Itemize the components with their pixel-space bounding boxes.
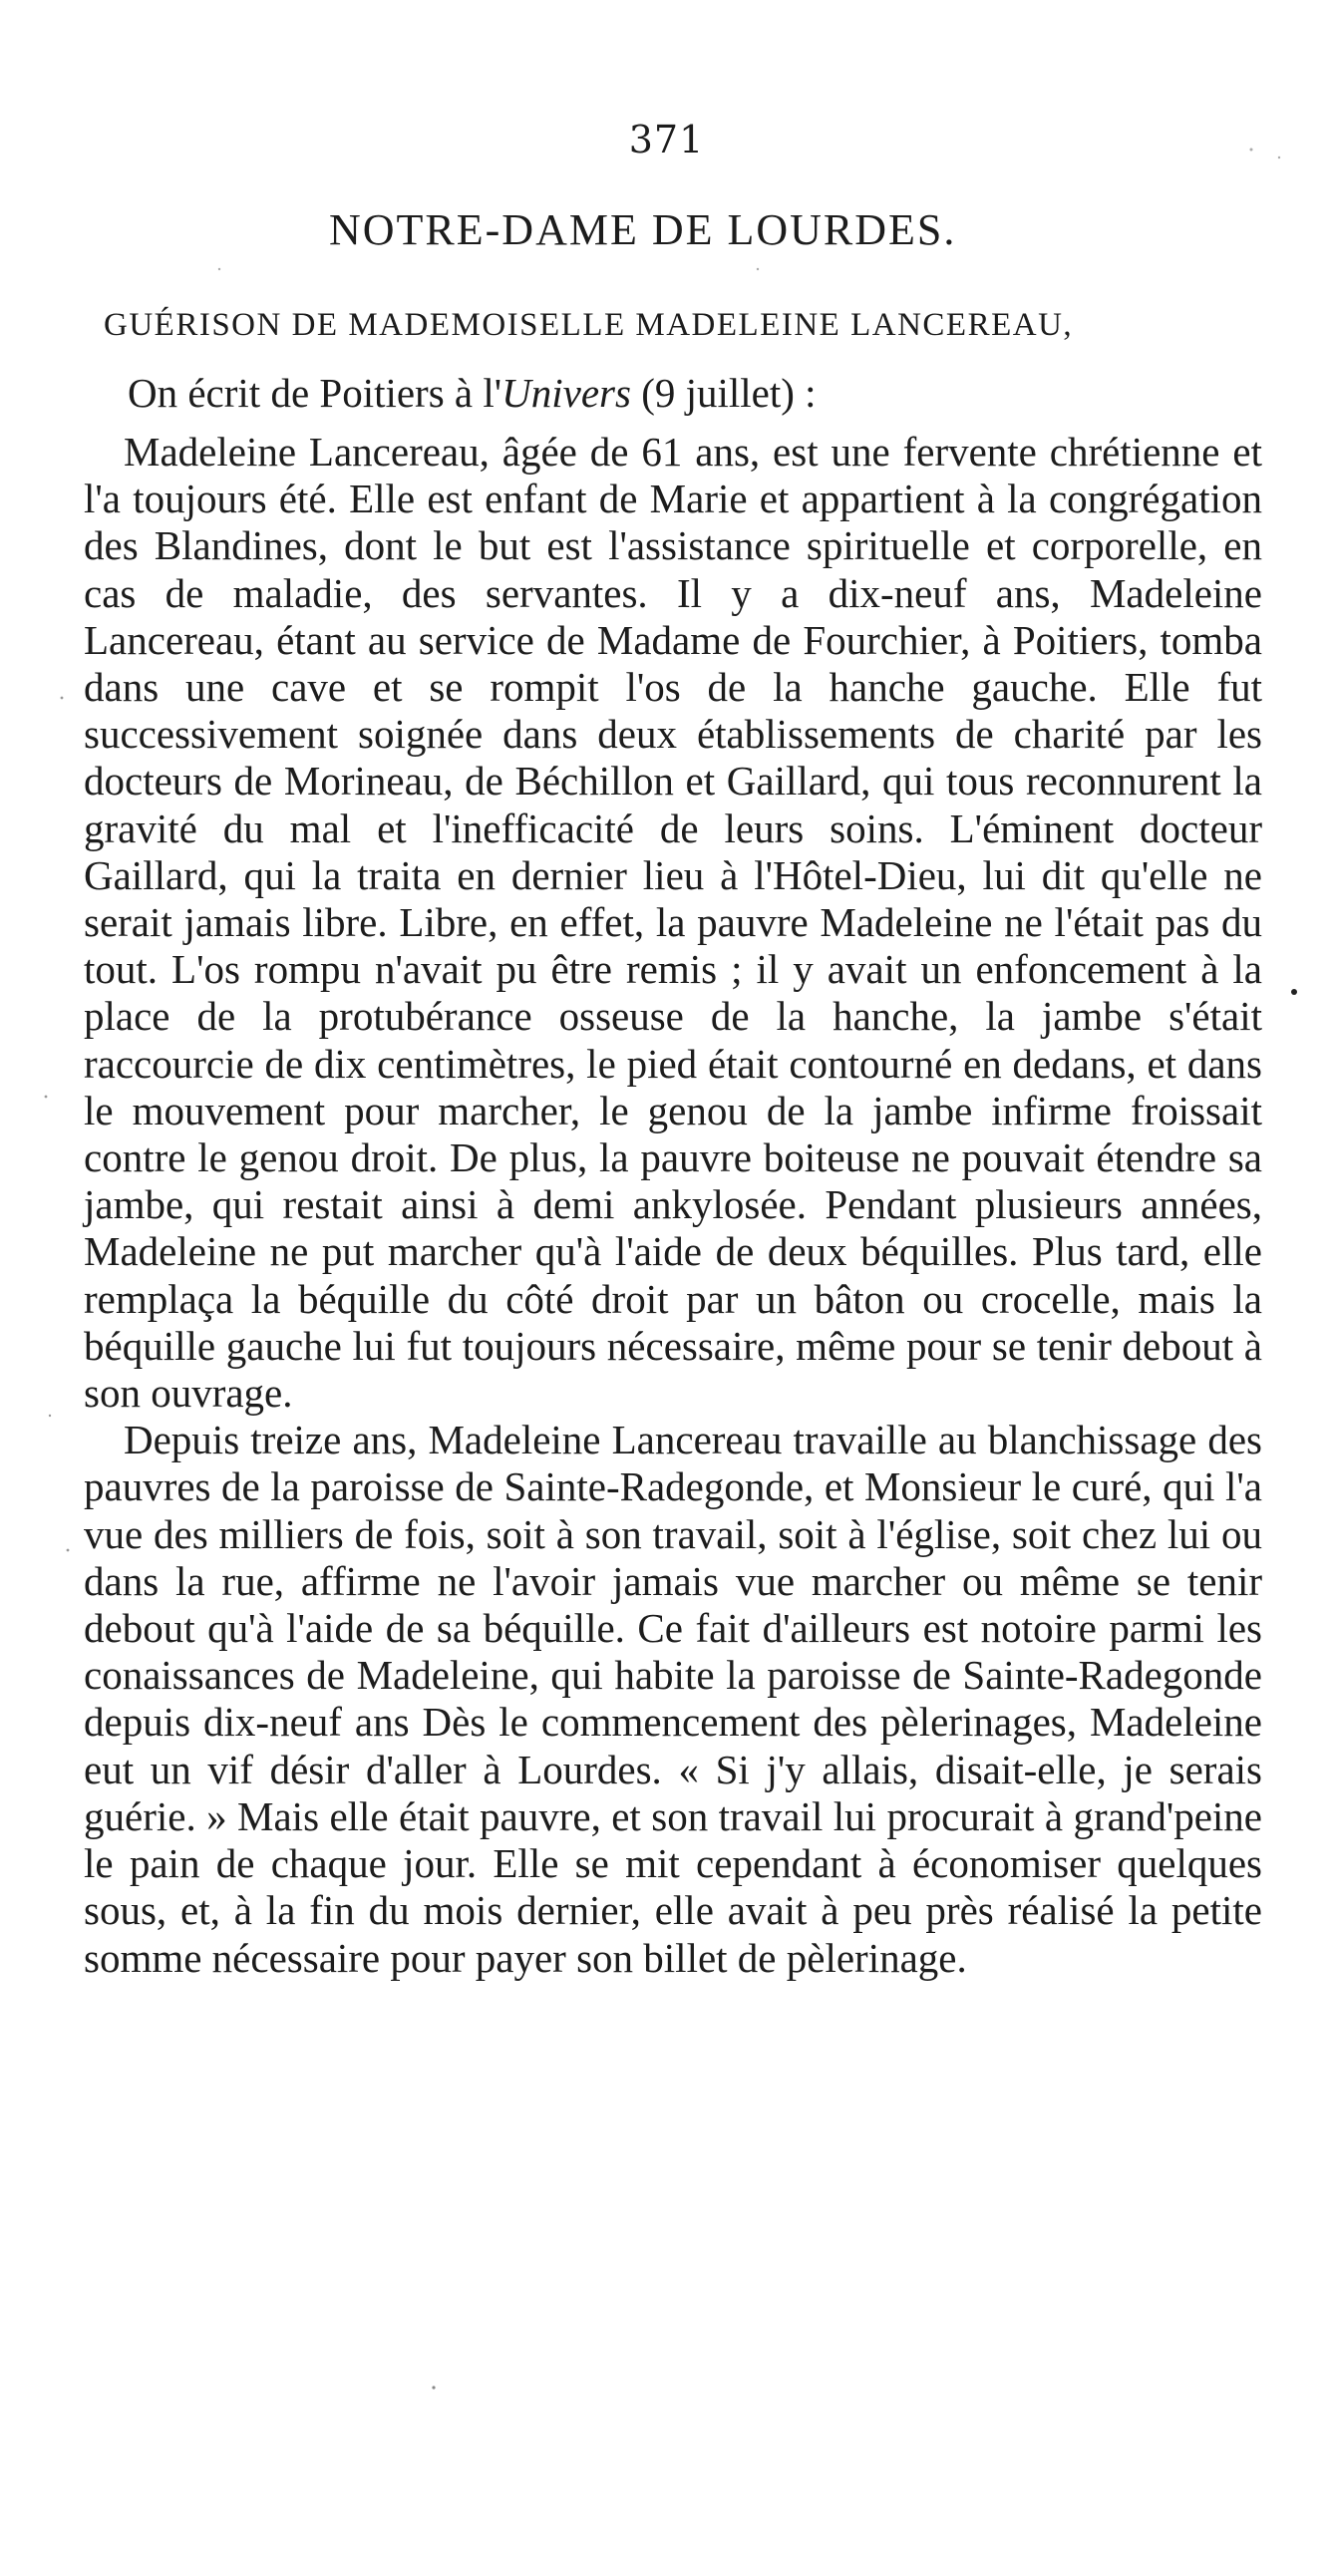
paragraph-2: Depuis treize ans, Madeleine Lancereau travaille au blanchissage des pauvres de la paroisse de Sainte-Radegonde, et Monsieur le curé, qui l'a vue des milliers de fois, soit à son travail, soit à l'église, soit chez lui ou dans la rue, affirme ne l'avoir jamais vue marcher ou même se tenir debout qu'à l'aide de sa béquille. Ce fait d'ailleurs est notoire parmi les conaissances de Madeleine, qui habite la paroisse de Sainte-Radegonde depuis dix-neuf ans Dès le commencement des pèlerinages, Madeleine eut un vif désir d'aller à Lourdes. « Si j'y allais, disait-elle, je serais guérie. » Mais elle était pauvre, et son travail lui procurait à grand'peine le pain de chaque jour. Elle se mit cependant à économiser quelques sous, et, à la fin du mois dernier, elle avait à peu près réalisé la petite somme nécessaire pour payer son billet de pèlerinage. [84, 1417, 1262, 1981]
dateline [128, 369, 1125, 417]
dateline-before: On écrit de Poitiers à l' [128, 370, 502, 416]
page-number: 371 [628, 118, 705, 161]
paragraph-1: Madeleine Lancereau, âgée de 61 ans, est une fervente chrétienne et l'a toujours été. Elle est enfant de Marie et appartient à la congrégation des Blandines, dont le but est l'assistance spirituelle et corporelle, en cas de maladie, des servantes. Il y a dix-neuf ans, Madeleine Lancereau, étant au service de Madame de Fourchier, à Poitiers, tomba dans une cave et se rompit l'os de la hanche gauche. Elle fut successivement soignée dans deux établissements de charité par les docteurs de Morineau, de Béchillon et Gaillard, qui tous reconnurent la gravité du mal et l'inefficacité de leurs soins. L'éminent docteur Gaillard, qui la traita en dernier lieu à l'Hôtel-Dieu, lui dit qu'elle ne serait jamais libre. Libre, en effet, la pauvre Madeleine ne l'était pas du tout. L'os rompu n'avait pu être remis ; il y avait un enfoncement à la place de la protubérance osseuse de la hanche, la jambe s'était raccourcie de dix centimètres, le pied était contourné en dedans, et dans le mouvement pour marcher, le genou de la jambe infirme froissait contre le genou droit. De plus, la pauvre boiteuse ne pouvait étendre sa jambe, qui restait ainsi à demi ankylosée. Pendant plusieurs années, Madeleine ne put marcher qu'à l'aide de deux béquilles. Plus tard, elle remplaça la béquille du côté droit par un bâton ou crocelle, mais la béquille gauche lui fut toujours nécessaire, même pour se tenir debout à son ouvrage. [84, 429, 1262, 1417]
article-subtitle: GUÉRISON DE MADEMOISELLE MADELEINE LANCEREAU, [104, 307, 1074, 343]
dateline-source: Univers [501, 370, 631, 416]
article-title: NOTRE-DAME DE LOURDES. [329, 205, 957, 254]
dateline-after: (9 juillet) : [630, 370, 817, 416]
article-body [84, 429, 1262, 1982]
